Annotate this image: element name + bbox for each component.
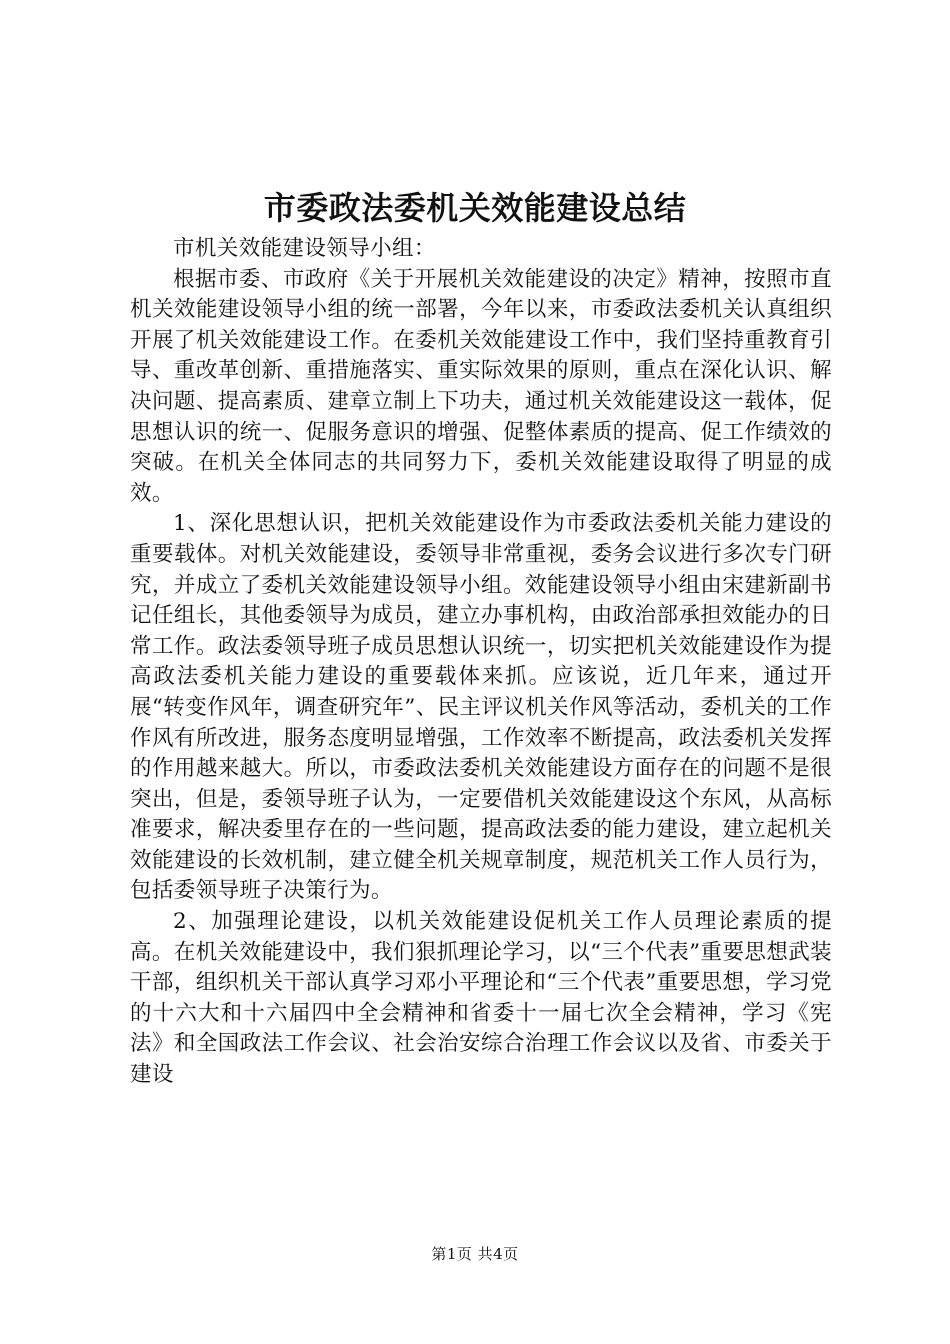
document-body — [130, 234, 832, 1091]
section-1-paragraph: 1、深化思想认识，把机关效能建设作为市委政法委机关能力建设的重要载体。对机关效能建设，委领导非常重视，委务会议进行多次专门研究，并成立了委机关效能建设领导小组。效能建设领导小组由宋建新副书记任组长，其他委领导为成员，建立办事机构，由政治部承担效能办的日常工作。政法委领导班子成员思想认识统一，切实把机关效能建设作为提高政法委机关能力建设的重要载体来抓。应该说，近几年来，通过开展“转变作风年，调查研究年”、民主评议机关作风等活动，委机关的工作作风有所改进，服务态度明显增强，工作效率不断提高，政法委机关发挥的作用越来越大。所以，市委政法委机关效能建设方面存在的问题不是很突出，但是，委领导班子认为，一定要借机关效能建设这个东风，从高标准要求，解决委里存在的一些问题，提高政法委的能力建设，建立起机关效能建设的长效机制，建立健全机关规章制度，规范机关工作人员行为，包括委领导班子决策行为。 — [130, 511, 832, 904]
intro-paragraph: 根据市委、市政府《关于开展机关效能建设的决定》精神，按照市直机关效能建设领导小组的统一部署，今年以来，市委政法委机关认真组织开展了机关效能建设工作。在委机关效能建设工作中，我们坚持重教育引导、重改革创新、重措施落实、重实际效果的原则，重点在深化认识、解决问题、提高素质、建章立制上下功夫，通过机关效能建设这一载体，促思想认识的统一、促服务意识的增强、促整体素质的提高、促工作绩效的突破。在机关全体同志的共同努力下，委机关效能建设取得了明显的成效。 — [130, 266, 832, 506]
section-2-paragraph: 2、加强理论建设，以机关效能建设促机关工作人员理论素质的提高。在机关效能建设中，我们狠抓理论学习，以“三个代表”重要思想武装干部，组织机关干部认真学习邓小平理论和“三个代表”重要思想，学习党的十六大和十六届四中全会精神和省委十一届七次全会精神，学习《宪法》和全国政法工作会议、社会治安综合治理工作会议以及省、市委关于建设 — [130, 909, 832, 1088]
page-footer: 第1页 共4页 — [431, 1245, 519, 1263]
document-title: 市委政法委机关效能建设总结 — [263, 189, 687, 227]
salutation-paragraph: 市机关效能建设领导小组： — [173, 236, 436, 261]
